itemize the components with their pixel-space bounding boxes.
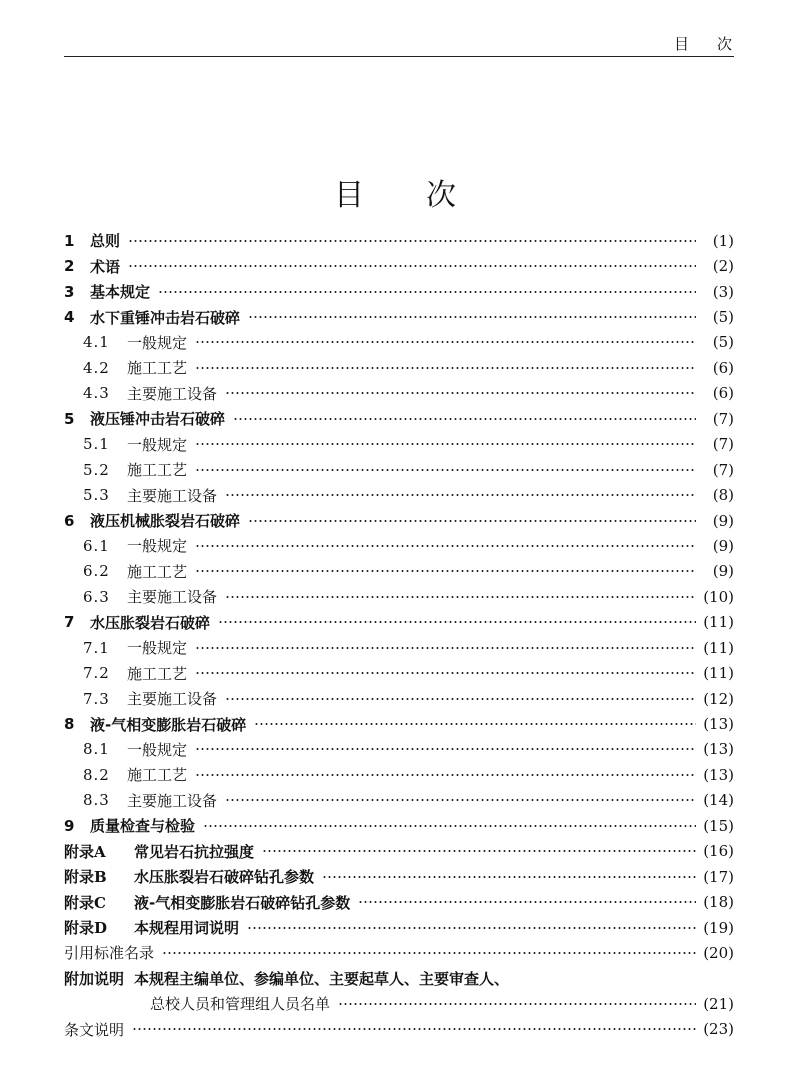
page-title: [0, 170, 790, 214]
toc-entry-page: (6): [712, 384, 734, 403]
toc-entry-number: 3: [64, 282, 75, 301]
toc-entry-number: 5.2: [83, 460, 110, 479]
toc-entry[interactable]: [64, 762, 734, 787]
toc-entry[interactable]: [64, 457, 734, 482]
toc-entry-title: 水压胀裂岩石破碎: [90, 613, 211, 632]
toc-entry-title: 一般规定: [127, 537, 188, 556]
toc-entry-number: 5.1: [83, 435, 110, 454]
toc-entry-page: (15): [703, 816, 734, 835]
toc-entry-title: 一般规定: [127, 435, 188, 454]
toc-leader-dots: [248, 520, 696, 522]
toc-entry-number: 9: [64, 816, 75, 835]
toc-entry[interactable]: [64, 991, 734, 1016]
toc-leader-dots: [128, 240, 696, 242]
toc-leader-dots: [225, 596, 696, 598]
toc-entry-title: 液压锤冲击岩石破碎: [90, 410, 226, 429]
toc-leader-dots: [262, 850, 696, 852]
toc-entry[interactable]: [64, 711, 734, 736]
toc-entry[interactable]: [64, 1017, 734, 1042]
toc-entry-title: 本规程主编单位、参编单位、主要起草人、主要审查人、: [134, 969, 510, 988]
toc-entry-title: 施工工艺: [127, 766, 188, 785]
toc-entry[interactable]: [64, 737, 734, 762]
toc-entry-title: 液压机械胀裂岩石破碎: [90, 512, 241, 531]
toc-entry-title: 主要施工设备: [127, 384, 218, 403]
toc-leader-dots: [247, 927, 696, 929]
toc-entry-page: (13): [703, 765, 734, 784]
toc-entry-title: 主要施工设备: [127, 791, 218, 810]
toc-leader-dots: [358, 901, 696, 903]
running-head-left: 目: [673, 35, 689, 53]
toc-entry[interactable]: [64, 508, 734, 533]
toc-entry[interactable]: [64, 559, 734, 584]
toc-entry-title: 基本规定: [90, 283, 151, 302]
toc-entry-page: (5): [712, 333, 734, 352]
toc-entry-number: 7.2: [83, 664, 110, 683]
toc-leader-dots: [248, 316, 696, 318]
toc-entry[interactable]: [64, 330, 734, 355]
toc-entry-number: 1: [64, 231, 75, 250]
toc-leader-dots: [225, 799, 696, 801]
toc-leader-dots: [203, 825, 696, 827]
toc-leader-dots: [322, 876, 696, 878]
toc-entry-title: 引用标准名录: [64, 944, 155, 963]
toc-entry[interactable]: [64, 584, 734, 609]
toc-entry[interactable]: [64, 253, 734, 278]
toc-entry-page: (9): [712, 536, 734, 555]
toc-leader-dots: [132, 1028, 696, 1030]
toc-entry[interactable]: [64, 304, 734, 329]
toc-entry-title: 主要施工设备: [127, 486, 218, 505]
toc-entry-page: (13): [703, 740, 734, 759]
toc-entry[interactable]: [64, 889, 734, 914]
toc-leader-dots: [195, 647, 696, 649]
toc-entry[interactable]: [64, 660, 734, 685]
toc-entry-page: (7): [712, 409, 734, 428]
toc-entry-number: 8.2: [83, 765, 110, 784]
toc-leader-dots: [158, 291, 696, 293]
toc-entry-page: (11): [703, 613, 734, 632]
toc-leader-dots: [195, 367, 696, 369]
toc-entry-title: 条文说明: [64, 1020, 125, 1039]
toc-entry[interactable]: [64, 533, 734, 558]
toc-entry[interactable]: [64, 482, 734, 507]
toc-entry-title: 总则: [90, 232, 121, 251]
page-title-right: 次: [426, 178, 456, 213]
toc-entry[interactable]: [64, 864, 734, 889]
page-title-left: 目: [334, 178, 364, 213]
toc-entry[interactable]: [64, 610, 734, 635]
toc-entry[interactable]: [64, 966, 734, 991]
toc-entry-page: (13): [703, 715, 734, 734]
toc-entry[interactable]: [64, 915, 734, 940]
toc-entry-title: 一般规定: [127, 333, 188, 352]
toc-entry[interactable]: [64, 228, 734, 253]
toc-entry-title: 总校人员和管理组人员名单: [150, 995, 331, 1014]
toc-leader-dots: [254, 723, 696, 725]
toc-entry-page: (9): [712, 511, 734, 530]
toc-entry-page: (21): [703, 994, 734, 1013]
toc-entry-page: (1): [712, 231, 734, 250]
toc-entry[interactable]: [64, 381, 734, 406]
toc-entry-number: 2: [64, 257, 75, 276]
toc-entry-page: (11): [703, 638, 734, 657]
toc-entry[interactable]: [64, 788, 734, 813]
toc-entry-page: (16): [703, 842, 734, 861]
toc-entry[interactable]: [64, 406, 734, 431]
toc-entry-page: (9): [712, 562, 734, 581]
toc-entry-number: 7.1: [83, 638, 110, 657]
toc-entry-number: 附录A: [64, 842, 106, 861]
toc-entry-page: (12): [703, 689, 734, 708]
toc-entry-page: (18): [703, 893, 734, 912]
toc-entry-page: (23): [703, 1020, 734, 1039]
toc-leader-dots: [225, 392, 696, 394]
toc-entry-title: 一般规定: [127, 740, 188, 759]
toc-entry-title: 施工工艺: [127, 359, 188, 378]
toc-entry-page: (6): [712, 358, 734, 377]
toc-leader-dots: [128, 265, 696, 267]
toc-entry[interactable]: [64, 432, 734, 457]
toc-leader-dots: [195, 774, 696, 776]
toc-entry-page: (20): [703, 943, 734, 962]
toc-entry-number: 5.3: [83, 486, 110, 505]
toc-entry-title: 施工工艺: [127, 664, 188, 683]
toc-entry[interactable]: [64, 686, 734, 711]
toc-entry[interactable]: [64, 355, 734, 380]
header-rule: [64, 56, 734, 57]
toc-entry-title: 常见岩石抗拉强度: [134, 842, 255, 861]
toc-entry-number: 附加说明: [64, 969, 125, 988]
toc-entry-number: 6.1: [83, 536, 110, 555]
toc-entry-number: 5: [64, 409, 75, 428]
toc-entry-title: 术语: [90, 257, 121, 276]
toc-leader-dots: [162, 952, 696, 954]
running-head-right: 次: [716, 35, 732, 53]
table-of-contents: [64, 228, 734, 1042]
toc-entry-title: 施工工艺: [127, 461, 188, 480]
toc-entry-number: 4.2: [83, 358, 110, 377]
toc-leader-dots: [195, 443, 696, 445]
toc-entry[interactable]: [64, 279, 734, 304]
toc-leader-dots: [195, 748, 696, 750]
toc-leader-dots: [225, 494, 696, 496]
toc-entry-page: (10): [703, 587, 734, 606]
toc-entry-number: 7.3: [83, 689, 110, 708]
toc-entry-number: 7: [64, 613, 75, 632]
toc-entry-page: (11): [703, 664, 734, 683]
toc-leader-dots: [195, 469, 696, 471]
toc-entry-page: (8): [712, 486, 734, 505]
toc-entry-number: 6.2: [83, 562, 110, 581]
toc-leader-dots: [338, 1003, 696, 1005]
toc-entry-title: 主要施工设备: [127, 588, 218, 607]
toc-entry-number: 6: [64, 511, 75, 530]
toc-leader-dots: [225, 698, 696, 700]
toc-entry-number: 附录D: [64, 919, 108, 938]
toc-entry-title: 液-气相变膨胀岩石破碎: [90, 715, 247, 734]
toc-entry-number: 4.1: [83, 333, 110, 352]
toc-entry-number: 4.3: [83, 384, 110, 403]
toc-entry-page: (2): [712, 257, 734, 276]
toc-entry-page: (14): [703, 791, 734, 810]
toc-entry-title: 水压胀裂岩石破碎钻孔参数: [134, 868, 315, 887]
toc-entry[interactable]: [64, 635, 734, 660]
toc-entry-title: 液-气相变膨胀岩石破碎钻孔参数: [134, 893, 351, 912]
toc-entry-page: (5): [712, 308, 734, 327]
toc-entry-number: 6.3: [83, 587, 110, 606]
toc-entry[interactable]: [64, 940, 734, 965]
toc-leader-dots: [195, 672, 696, 674]
toc-entry-page: (7): [712, 435, 734, 454]
toc-entry[interactable]: [64, 839, 734, 864]
toc-entry-number: 附录B: [64, 868, 107, 887]
toc-entry-page: (17): [703, 867, 734, 886]
toc-entry-number: 4: [64, 308, 75, 327]
toc-entry-page: (7): [712, 460, 734, 479]
toc-entry-page: (3): [712, 282, 734, 301]
toc-leader-dots: [195, 570, 696, 572]
toc-entry-number: 8: [64, 715, 75, 734]
toc-entry-title: 本规程用词说明: [134, 919, 240, 938]
toc-leader-dots: [195, 545, 696, 547]
toc-entry-number: 附录C: [64, 893, 106, 912]
toc-entry-title: 施工工艺: [127, 562, 188, 581]
toc-entry-title: 一般规定: [127, 639, 188, 658]
toc-leader-dots: [233, 418, 696, 420]
toc-entry-title: 水下重锤冲击岩石破碎: [90, 308, 241, 327]
toc-leader-dots: [218, 621, 696, 623]
toc-entry-number: 8.3: [83, 791, 110, 810]
running-head: [674, 33, 732, 54]
toc-leader-dots: [195, 341, 696, 343]
toc-entry-page: (19): [703, 918, 734, 937]
toc-entry-number: 8.1: [83, 740, 110, 759]
toc-entry[interactable]: [64, 813, 734, 838]
toc-entry-title: 质量检查与检验: [90, 817, 196, 836]
toc-entry-title: 主要施工设备: [127, 690, 218, 709]
